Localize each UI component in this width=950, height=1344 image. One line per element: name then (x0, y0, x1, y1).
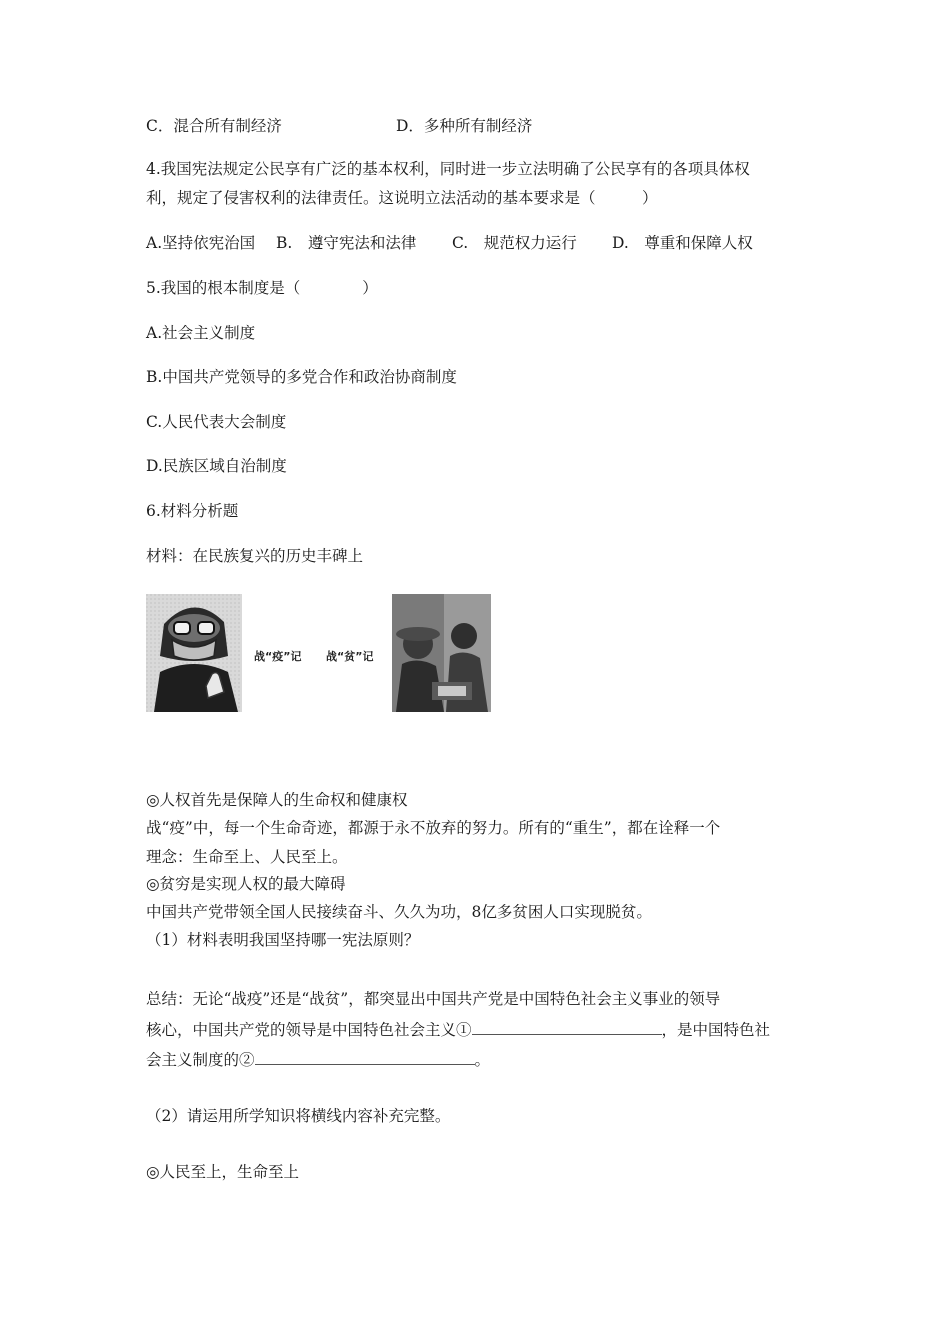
material-photo-collage (146, 594, 491, 712)
q3-options (146, 115, 533, 137)
q6-summary-line2 (146, 1018, 770, 1041)
q6-point3-title: ◎人民至上，生命至上 (146, 1163, 300, 1181)
q4-option-b: B. 遵守宪法和法律 (276, 234, 417, 252)
q4-stem-line2: 利，规定了侵害权利的法律责任。这说明立法活动的基本要求是（ ） (146, 189, 658, 207)
q6-sub-question-2: （2）请运用所学知识将横线内容补充完整。 (146, 1107, 451, 1125)
q4-option-a: A.坚持依宪治国 (146, 234, 256, 252)
q6-point2-text: 中国共产党带领全国人民接续奋斗、久久为功，8亿多贫困人口实现脱贫。 (146, 903, 652, 921)
summary-line2-prefix: 核心，中国共产党的领导是中国特色社会主义① (146, 1021, 472, 1039)
q4-option-c: C. 规范权力运行 (452, 234, 577, 252)
q3-option-d: D．多种所有制经济 (396, 117, 533, 135)
q6-point1-line1: 战“疫”中，每一个生命奇迹，都源于永不放弃的努力。所有的“重生”，都在诠释一个 (146, 819, 721, 837)
answer-blank-2[interactable] (255, 1048, 475, 1065)
summary-line2-suffix: ，是中国特色社 (661, 1021, 771, 1039)
q6-point2-title: ◎贫穷是实现人权的最大障碍 (146, 875, 346, 893)
q3-option-c: C．混合所有制经济 (146, 117, 282, 135)
q6-material-intro: 材料：在民族复兴的历史丰碑上 (146, 547, 364, 565)
q5-option-d: D.民族区域自治制度 (146, 457, 287, 475)
q5-option-a: A.社会主义制度 (146, 324, 256, 342)
q4-options (146, 232, 753, 254)
caption-fight-poverty: 战“贫”记 (326, 650, 374, 663)
q5-option-b: B.中国共产党领导的多党合作和政治协商制度 (146, 368, 457, 386)
q5-option-c: C.人民代表大会制度 (146, 413, 287, 431)
q5-stem: 5.我国的根本制度是（ ） (146, 279, 378, 297)
q6-point1-line2: 理念：生命至上、人民至上。 (146, 848, 348, 866)
q6-sub-question-1: （1）材料表明我国坚持哪一宪法原则？ (146, 931, 420, 949)
answer-blank-1[interactable] (472, 1018, 662, 1035)
medical-worker-photo (146, 594, 242, 712)
villagers-photo (392, 594, 491, 712)
q4-option-d: D. 尊重和保障人权 (612, 234, 753, 252)
q6-summary-line1: 总结：无论“战疫”还是“战贫”，都突显出中国共产党是中国特色社会主义事业的领导 (146, 990, 721, 1008)
q6-title: 6.材料分析题 (146, 502, 239, 520)
caption-fight-epidemic: 战“疫”记 (254, 650, 302, 663)
q4-stem-line1: 4.我国宪法规定公民享有广泛的基本权利，同时进一步立法明确了公民享有的各项具体权 (146, 160, 750, 178)
summary-line3-suffix: 。 (474, 1051, 491, 1069)
summary-line3-prefix: 会主义制度的② (146, 1051, 255, 1069)
q6-summary-line3 (146, 1048, 490, 1071)
q6-point1-title: ◎人权首先是保障人的生命权和健康权 (146, 791, 408, 809)
